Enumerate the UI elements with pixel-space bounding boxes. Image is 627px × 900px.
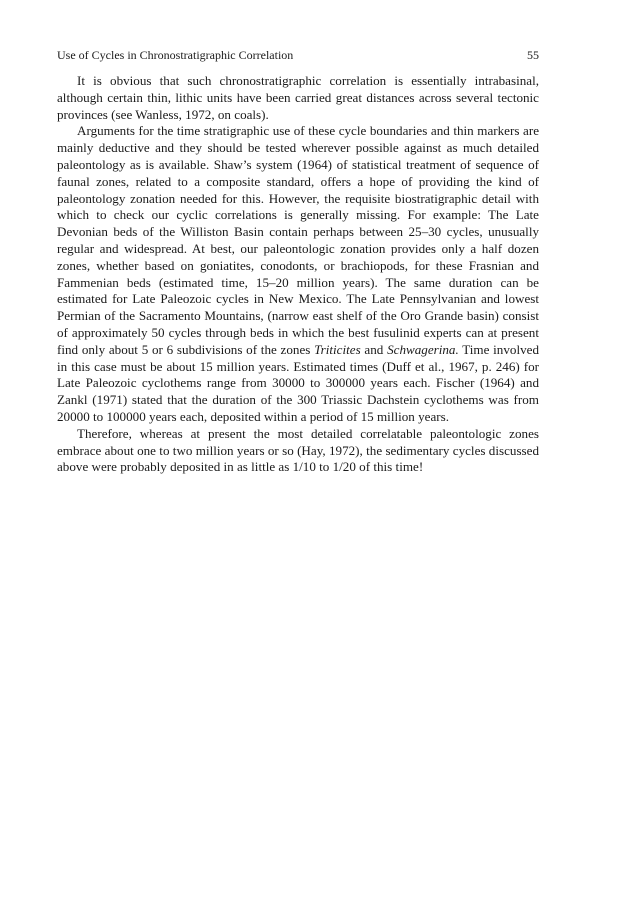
- running-title: Use of Cycles in Chronostratigraphic Correlation: [57, 48, 294, 62]
- taxon-schwagerina: Schwagerina.: [387, 341, 459, 357]
- paragraph-3: Therefore, whereas at present the most detailed correlatable paleontologic zones embrace about one to two million years or so (Hay, 1972), the sedimentary cycles discussed above were probably deposited in as little as 1/10 to 1/20 of this time!: [57, 425, 539, 475]
- paragraph-2-part-c: Time involved in this case must be about 15 million years. Estimated times (Duff et al., 1967, p. 246) for Late Paleozoic cyclothems range from 30000 to 300000 years each. Fischer (1964) and Zankl (1971) stated that the duration of the 300 Triassic Dachstein cyclothems was from 20000 to 100000 years each, deposited within a period of 15 million years.: [57, 341, 539, 424]
- document-page: [57, 48, 539, 476]
- taxon-triticites: Triticites: [314, 341, 361, 357]
- page-number: 55: [527, 48, 539, 62]
- paragraph-1: It is obvious that such chronostratigraphic correlation is essentially intrabasinal, although certain thin, lithic units have been carried great distances across several tectonic provinces (see Wanless, 1972, on coals).: [57, 73, 539, 122]
- running-head: [57, 48, 539, 62]
- body-text: [57, 73, 539, 476]
- paragraph-2-part-a: Arguments for the time stratigraphic use of these cycle boundaries and thin markers are mainly deductive and they should be tested wherever possible against as much detailed paleontology as is available. Shaw’s system (1964) of statistical treatment of sequence of faunal zones, related to a composite standard, offers a hope of providing the kind of paleontology zonation needed for this. However, the requisite biostratigraphic detail with which to check our cyclic correlations is generally missing. For example: The Late Devonian beds of the Williston Basin contain perhaps between 25–30 cycles, unusually regular and widespread. At best, our paleontologic zonation provides only a half dozen zones, whether based on goniatites, conodonts, or brachiopods, for these Frasnian and Fammenian beds (estimated time, 15–20 million years). The same duration can be estimated for Late Paleozoic cycles in New Mexico. The Late Pennsylvanian and lowest Permian of the Sacramento Mountains, (narrow east shelf of the Oro Grande basin) consist of approximately 50 cycles through beds in which the best fusulinid experts can at present find only about 5 or 6 subdivisions of the zones: [57, 123, 539, 357]
- paragraph-2-part-b: and: [360, 341, 388, 357]
- paragraph-2: [57, 123, 539, 425]
